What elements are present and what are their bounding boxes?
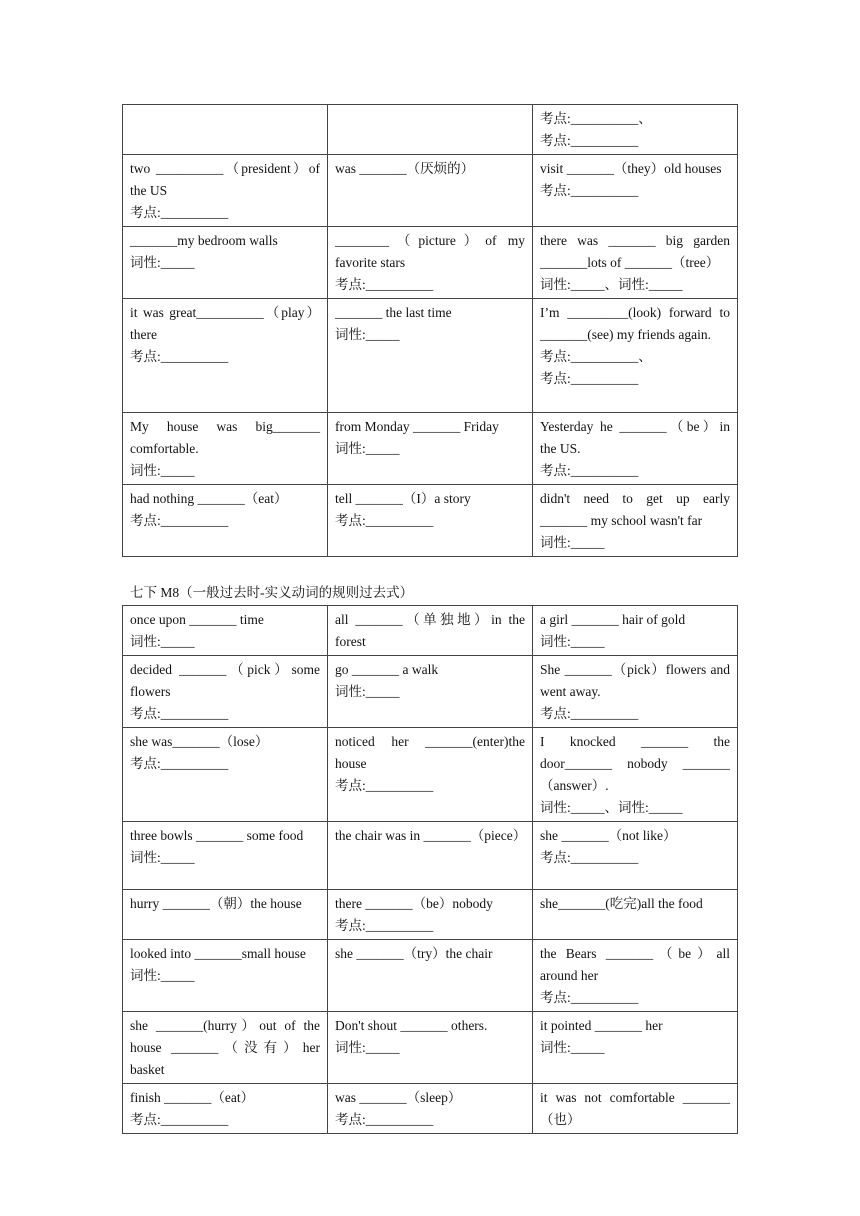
cell-line: she _______(hurry）out of the house _______（没有）her basket <box>130 1018 320 1077</box>
cell-line: I’m _________(look) forward to _______(see) my friends again. <box>540 305 730 342</box>
table-cell <box>123 155 328 227</box>
table-row <box>123 1084 738 1134</box>
table-cell <box>533 656 738 728</box>
cell-line: 考点:__________ <box>540 990 639 1005</box>
cell-line: _______my bedroom walls <box>130 233 278 248</box>
cell-line: 考点:__________ <box>130 1112 229 1127</box>
cell-line: 考点:__________ <box>130 205 229 220</box>
table-cell <box>328 227 533 299</box>
table-cell <box>533 155 738 227</box>
cell-line: 词性:_____ <box>335 1040 400 1055</box>
table-cell <box>328 105 533 155</box>
table-cell <box>123 1084 328 1134</box>
cell-line: she _______（try）the chair <box>335 946 493 961</box>
table-cell <box>533 728 738 822</box>
table-cell <box>533 890 738 940</box>
cell-line: decided _______（pick）some flowers <box>130 662 320 699</box>
table-cell <box>533 227 738 299</box>
exercise-table-2 <box>122 605 738 1134</box>
cell-line: once upon _______ time <box>130 612 264 627</box>
cell-line: she was_______（lose） <box>130 734 269 749</box>
cell-line: had nothing _______（eat） <box>130 491 288 506</box>
table-1-body <box>123 105 738 557</box>
cell-line: 考点:__________、 <box>540 349 652 364</box>
cell-line: was _______（厌烦的） <box>335 161 475 176</box>
cell-line: 考点:__________、 <box>540 111 652 126</box>
cell-line: 考点:__________ <box>335 1112 434 1127</box>
table-cell <box>123 940 328 1012</box>
cell-line: 词性:_____ <box>130 255 195 270</box>
table-cell <box>328 822 533 890</box>
table-cell <box>533 822 738 890</box>
table-cell <box>533 606 738 656</box>
table-row <box>123 485 738 557</box>
cell-line: 考点:__________ <box>540 133 639 148</box>
cell-line: 考点:__________ <box>540 183 639 198</box>
table-cell <box>123 728 328 822</box>
cell-line: 考点:__________ <box>130 349 229 364</box>
table-cell <box>533 485 738 557</box>
cell-line: 考点:__________ <box>540 371 639 386</box>
cell-line: 词性:_____ <box>130 634 195 649</box>
cell-line: go _______ a walk <box>335 662 439 677</box>
table-cell <box>328 1012 533 1084</box>
cell-line: didn't need to get up early _______ my school wasn't far <box>540 491 730 528</box>
table-cell <box>123 890 328 940</box>
table-row <box>123 105 738 155</box>
cell-line: was _______（sleep） <box>335 1090 462 1105</box>
table-cell <box>328 155 533 227</box>
cell-line: ________（picture）of my favorite stars <box>335 233 525 270</box>
cell-line: it pointed _______ her <box>540 1018 663 1033</box>
cell-line: the Bears _______（be）all around her <box>540 946 730 983</box>
cell-line: finish _______（eat） <box>130 1090 255 1105</box>
table-cell <box>123 227 328 299</box>
exercise-table-1 <box>122 104 738 557</box>
table-cell <box>328 413 533 485</box>
cell-line: My house was big_______ comfortable. <box>130 419 320 456</box>
table-cell <box>328 1084 533 1134</box>
cell-line: 考点:__________ <box>540 850 639 865</box>
table-cell <box>328 728 533 822</box>
cell-line: 考点:__________ <box>130 706 229 721</box>
table-row <box>123 413 738 485</box>
cell-line: 词性:_____ <box>335 441 400 456</box>
table-cell <box>533 413 738 485</box>
cell-line: the chair was in _______（piece） <box>335 828 527 843</box>
table-row <box>123 227 738 299</box>
table-row <box>123 299 738 413</box>
table-cell <box>328 606 533 656</box>
table-cell <box>533 1084 738 1134</box>
cell-line: 词性:_____ <box>335 684 400 699</box>
table-row <box>123 606 738 656</box>
table-row <box>123 155 738 227</box>
cell-line: 词性:_____ <box>130 968 195 983</box>
table-cell <box>123 413 328 485</box>
cell-line: she _______（not like） <box>540 828 677 843</box>
table-cell <box>328 299 533 413</box>
cell-line: she_______(吃完)all the food <box>540 896 703 911</box>
cell-line: 考点:__________ <box>335 277 434 292</box>
cell-line: 词性:_____ <box>335 327 400 342</box>
table-cell <box>123 299 328 413</box>
table-cell <box>533 1012 738 1084</box>
table-row <box>123 890 738 940</box>
cell-line: 词性:_____ <box>540 1040 605 1055</box>
table-cell <box>123 656 328 728</box>
cell-line: all _______（单独地）in the forest <box>335 612 525 649</box>
cell-line: visit _______（they）old houses <box>540 161 722 176</box>
table-cell <box>533 299 738 413</box>
cell-line: 词性:_____ <box>130 850 195 865</box>
cell-line: 考点:__________ <box>540 706 639 721</box>
cell-line: 词性:_____ <box>540 535 605 550</box>
cell-line: looked into _______small house <box>130 946 306 961</box>
cell-line: there was _______ big garden _______lots of _______（tree） <box>540 233 730 270</box>
cell-line: I knocked _______ the door_______ nobody _______（answer）. <box>540 734 730 793</box>
table-row <box>123 656 738 728</box>
table-cell <box>123 606 328 656</box>
cell-line: 考点:__________ <box>335 513 434 528</box>
table-row <box>123 728 738 822</box>
table-row <box>123 1012 738 1084</box>
cell-line: it was not comfortable _______（也） <box>540 1090 730 1127</box>
table-cell <box>328 656 533 728</box>
cell-line: 考点:__________ <box>130 756 229 771</box>
cell-line: there _______（be）nobody <box>335 896 493 911</box>
cell-line: Yesterday he _______（be）in the US. <box>540 419 730 456</box>
cell-line: from Monday _______ Friday <box>335 419 499 434</box>
table-cell <box>328 940 533 1012</box>
cell-line: She _______（pick）flowers and went away. <box>540 662 730 699</box>
cell-line: 考点:__________ <box>335 918 434 933</box>
cell-line: 词性:_____、词性:_____ <box>540 800 683 815</box>
table-row <box>123 822 738 890</box>
table-cell <box>123 485 328 557</box>
cell-line: Don't shout _______ others. <box>335 1018 488 1033</box>
cell-line: 考点:__________ <box>540 463 639 478</box>
table-cell <box>328 890 533 940</box>
table-cell <box>123 1012 328 1084</box>
table-2-body <box>123 606 738 1134</box>
cell-line: it was great__________（play）there <box>130 305 320 342</box>
cell-line: noticed her _______(enter)the house <box>335 734 525 771</box>
cell-line: two __________（president）of the US <box>130 161 320 198</box>
cell-line: 词性:_____ <box>130 463 195 478</box>
cell-line: 考点:__________ <box>335 778 434 793</box>
cell-line: tell _______（I）a story <box>335 491 471 506</box>
table-cell <box>123 822 328 890</box>
table-row <box>123 940 738 1012</box>
cell-line: three bowls _______ some food <box>130 828 304 843</box>
cell-line: a girl _______ hair of gold <box>540 612 686 627</box>
cell-line: 词性:_____、词性:_____ <box>540 277 683 292</box>
table-cell <box>533 940 738 1012</box>
cell-line: _______ the last time <box>335 305 452 320</box>
cell-line: 词性:_____ <box>540 634 605 649</box>
table-cell <box>123 105 328 155</box>
table-cell <box>328 485 533 557</box>
section-title: 七下 M8（一般过去时-实义动词的规则过去式） <box>130 585 414 600</box>
table-cell <box>533 105 738 155</box>
cell-line: 考点:__________ <box>130 513 229 528</box>
cell-line: hurry _______（朝）the house <box>130 896 302 911</box>
